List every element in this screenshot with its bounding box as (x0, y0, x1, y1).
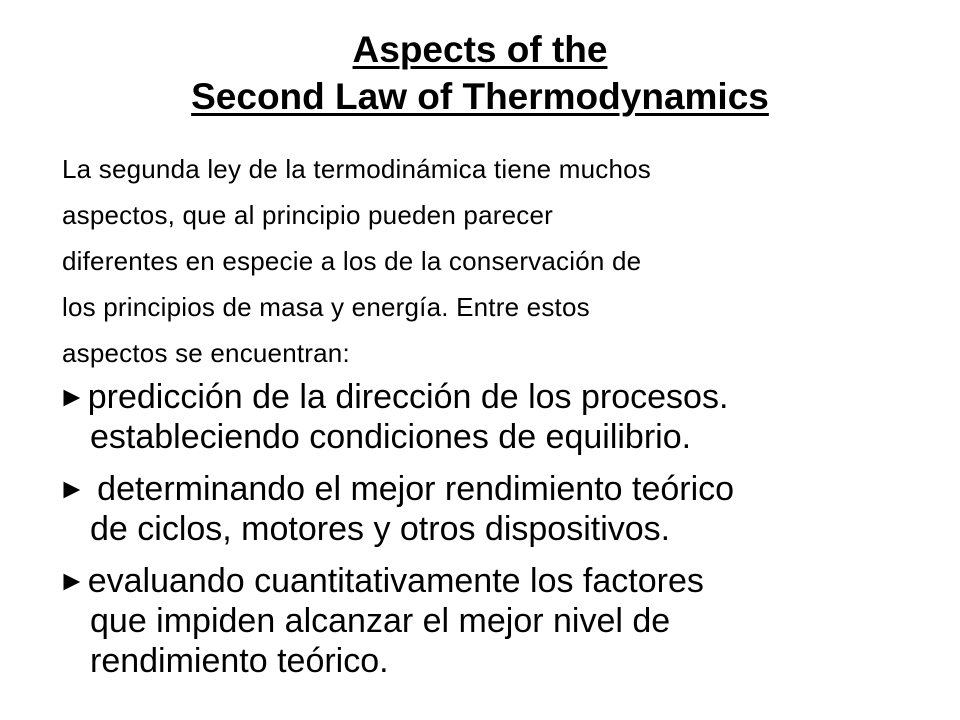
intro-paragraph (62, 146, 922, 376)
intro-line: La segunda ley de la termodinámica tiene muchos (62, 154, 651, 184)
title-line-1: Aspects of the (352, 29, 608, 70)
bullet-text: de ciclos, motores y otros dispositivos. (90, 510, 671, 548)
bullet-arrow-icon: ► (58, 381, 86, 412)
bullet-item (58, 377, 938, 457)
intro-line: aspectos se encuentran: (62, 338, 350, 368)
bullet-arrow-icon: ► (58, 473, 86, 504)
intro-line: diferentes en especie a los de la conservación de (62, 246, 642, 276)
bullet-arrow-icon: ► (58, 565, 86, 596)
bullet-item (58, 561, 938, 681)
slide-title (0, 26, 960, 120)
bullet-first-line (58, 561, 938, 601)
bullet-text: que impiden alcanzar el mejor nivel de (90, 602, 671, 640)
bullet-text: rendimiento teórico. (90, 642, 389, 680)
bullet-first-line (58, 377, 938, 417)
bullet-text: estableciendo condiciones de equilibrio. (90, 418, 692, 456)
title-line-2: Second Law of Thermodynamics (191, 76, 769, 117)
intro-line: aspectos, que al principio pueden parecer (62, 200, 553, 230)
bullet-text: predicción de la dirección de los procesos. (87, 378, 729, 416)
bullet-list (58, 377, 938, 693)
intro-line: los principios de masa y energía. Entre estos (62, 292, 590, 322)
bullet-text: evaluando cuantitativamente los factores (87, 562, 704, 600)
bullet-item (58, 469, 938, 549)
bullet-text: determinando el mejor rendimiento teórico (87, 470, 735, 508)
bullet-first-line (58, 469, 938, 509)
